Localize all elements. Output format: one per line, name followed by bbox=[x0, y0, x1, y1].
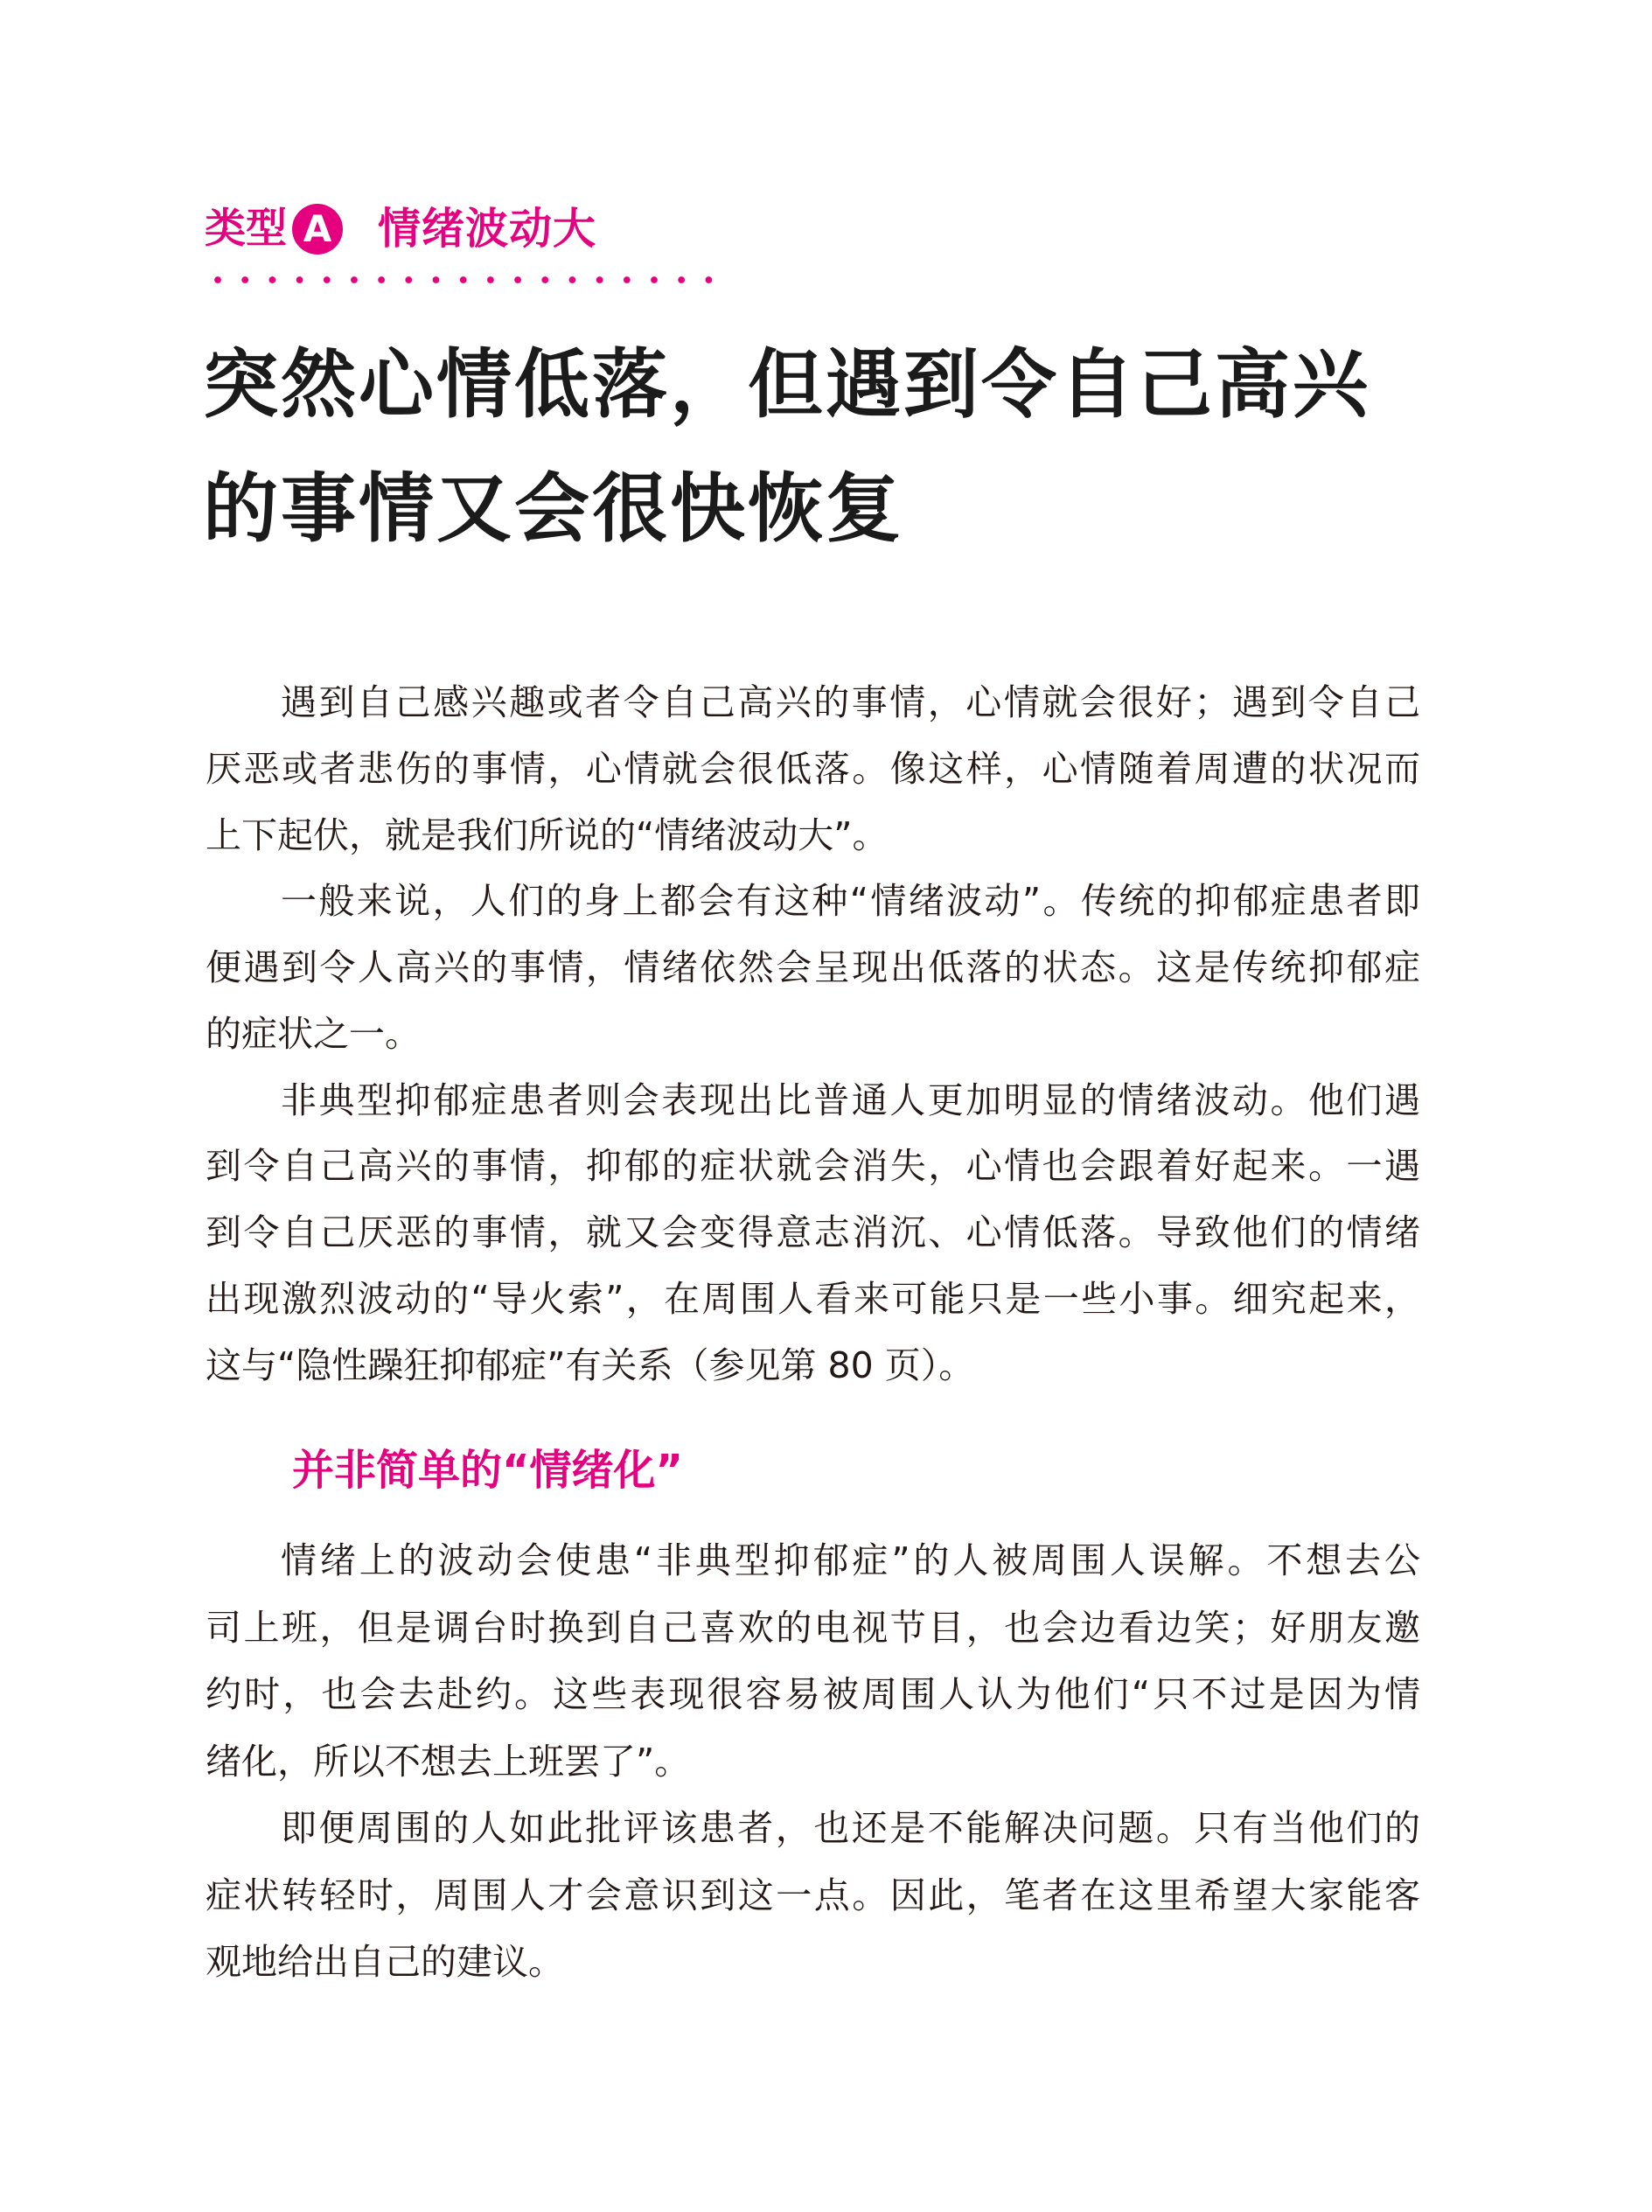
paragraph-line: 情绪上的波动会使患“非典型抑郁症”的人被周围人误解。不想去公 bbox=[281, 1539, 1420, 1581]
paragraph-line: 这与“隐性躁狂抑郁症”有关系（参见第 80 页）。 bbox=[206, 1343, 975, 1386]
body-section-1 bbox=[206, 670, 1420, 1399]
paragraph-line: 观地给出自己的建议。 bbox=[206, 1941, 564, 1983]
paragraph bbox=[206, 869, 1420, 1067]
paragraph bbox=[206, 1795, 1420, 1996]
paragraph-line: 绪化，所以不想去上班罢了”。 bbox=[206, 1740, 691, 1783]
paragraph-line: 遇到自己感兴趣或者令自己高兴的事情，心情就会很好；遇到令自己 bbox=[281, 681, 1420, 723]
type-letter-badge: A bbox=[292, 204, 343, 255]
paragraph-line: 的症状之一。 bbox=[206, 1012, 421, 1055]
paragraph-line: 约时，也会去赴约。这些表现很容易被周围人认为他们“只不过是因为情 bbox=[206, 1673, 1420, 1715]
type-header bbox=[205, 201, 596, 257]
section-subheading: 并非简单的“情绪化” bbox=[292, 1446, 684, 1495]
page-title bbox=[203, 323, 1370, 571]
title-line: 的事情又会很快恢复 bbox=[203, 464, 903, 553]
category-title: 情绪波动大 bbox=[378, 204, 597, 254]
paragraph-line: 到令自己厌恶的事情，就又会变得意志消沉、心情低落。导致他们的情绪 bbox=[206, 1211, 1420, 1253]
dotted-divider bbox=[213, 275, 732, 285]
body-section-2 bbox=[206, 1527, 1420, 1996]
paragraph-line: 司上班，但是调台时换到自己喜欢的电视节目，也会边看边笑；好朋友邀 bbox=[206, 1606, 1420, 1649]
paragraph-line: 症状转轻时，周围人才会意识到这一点。因此，笔者在这里希望大家能客 bbox=[206, 1874, 1420, 1916]
paragraph-line: 便遇到令人高兴的事情，情绪依然会呈现出低落的状态。这是传统抑郁症 bbox=[206, 946, 1420, 988]
paragraph-line: 到令自己高兴的事情，抑郁的症状就会消失，心情也会跟着好起来。一遇 bbox=[206, 1145, 1420, 1188]
paragraph-line: 上下起伏，就是我们所说的“情绪波动大”。 bbox=[206, 813, 889, 856]
title-line: 突然心情低落，但遇到令自己高兴 bbox=[203, 340, 1370, 429]
paragraph bbox=[206, 1068, 1420, 1399]
paragraph-line: 即便周围的人如此批评该患者，也还是不能解决问题。只有当他们的 bbox=[281, 1807, 1420, 1849]
paragraph bbox=[206, 670, 1420, 869]
paragraph-line: 非典型抑郁症患者则会表现出比普通人更加明显的情绪波动。他们遇 bbox=[281, 1078, 1420, 1121]
type-label: 类型 bbox=[205, 205, 287, 253]
paragraph-line: 一般来说，人们的身上都会有这种“情绪波动”。传统的抑郁症患者即 bbox=[281, 880, 1420, 923]
paragraph-line: 厌恶或者悲伤的事情，心情就会很低落。像这样，心情随着周遭的状况而 bbox=[206, 747, 1420, 790]
paragraph-line: 出现激烈波动的“导火索”，在周围人看来可能只是一些小事。细究起来， bbox=[206, 1277, 1420, 1320]
paragraph bbox=[206, 1527, 1420, 1795]
